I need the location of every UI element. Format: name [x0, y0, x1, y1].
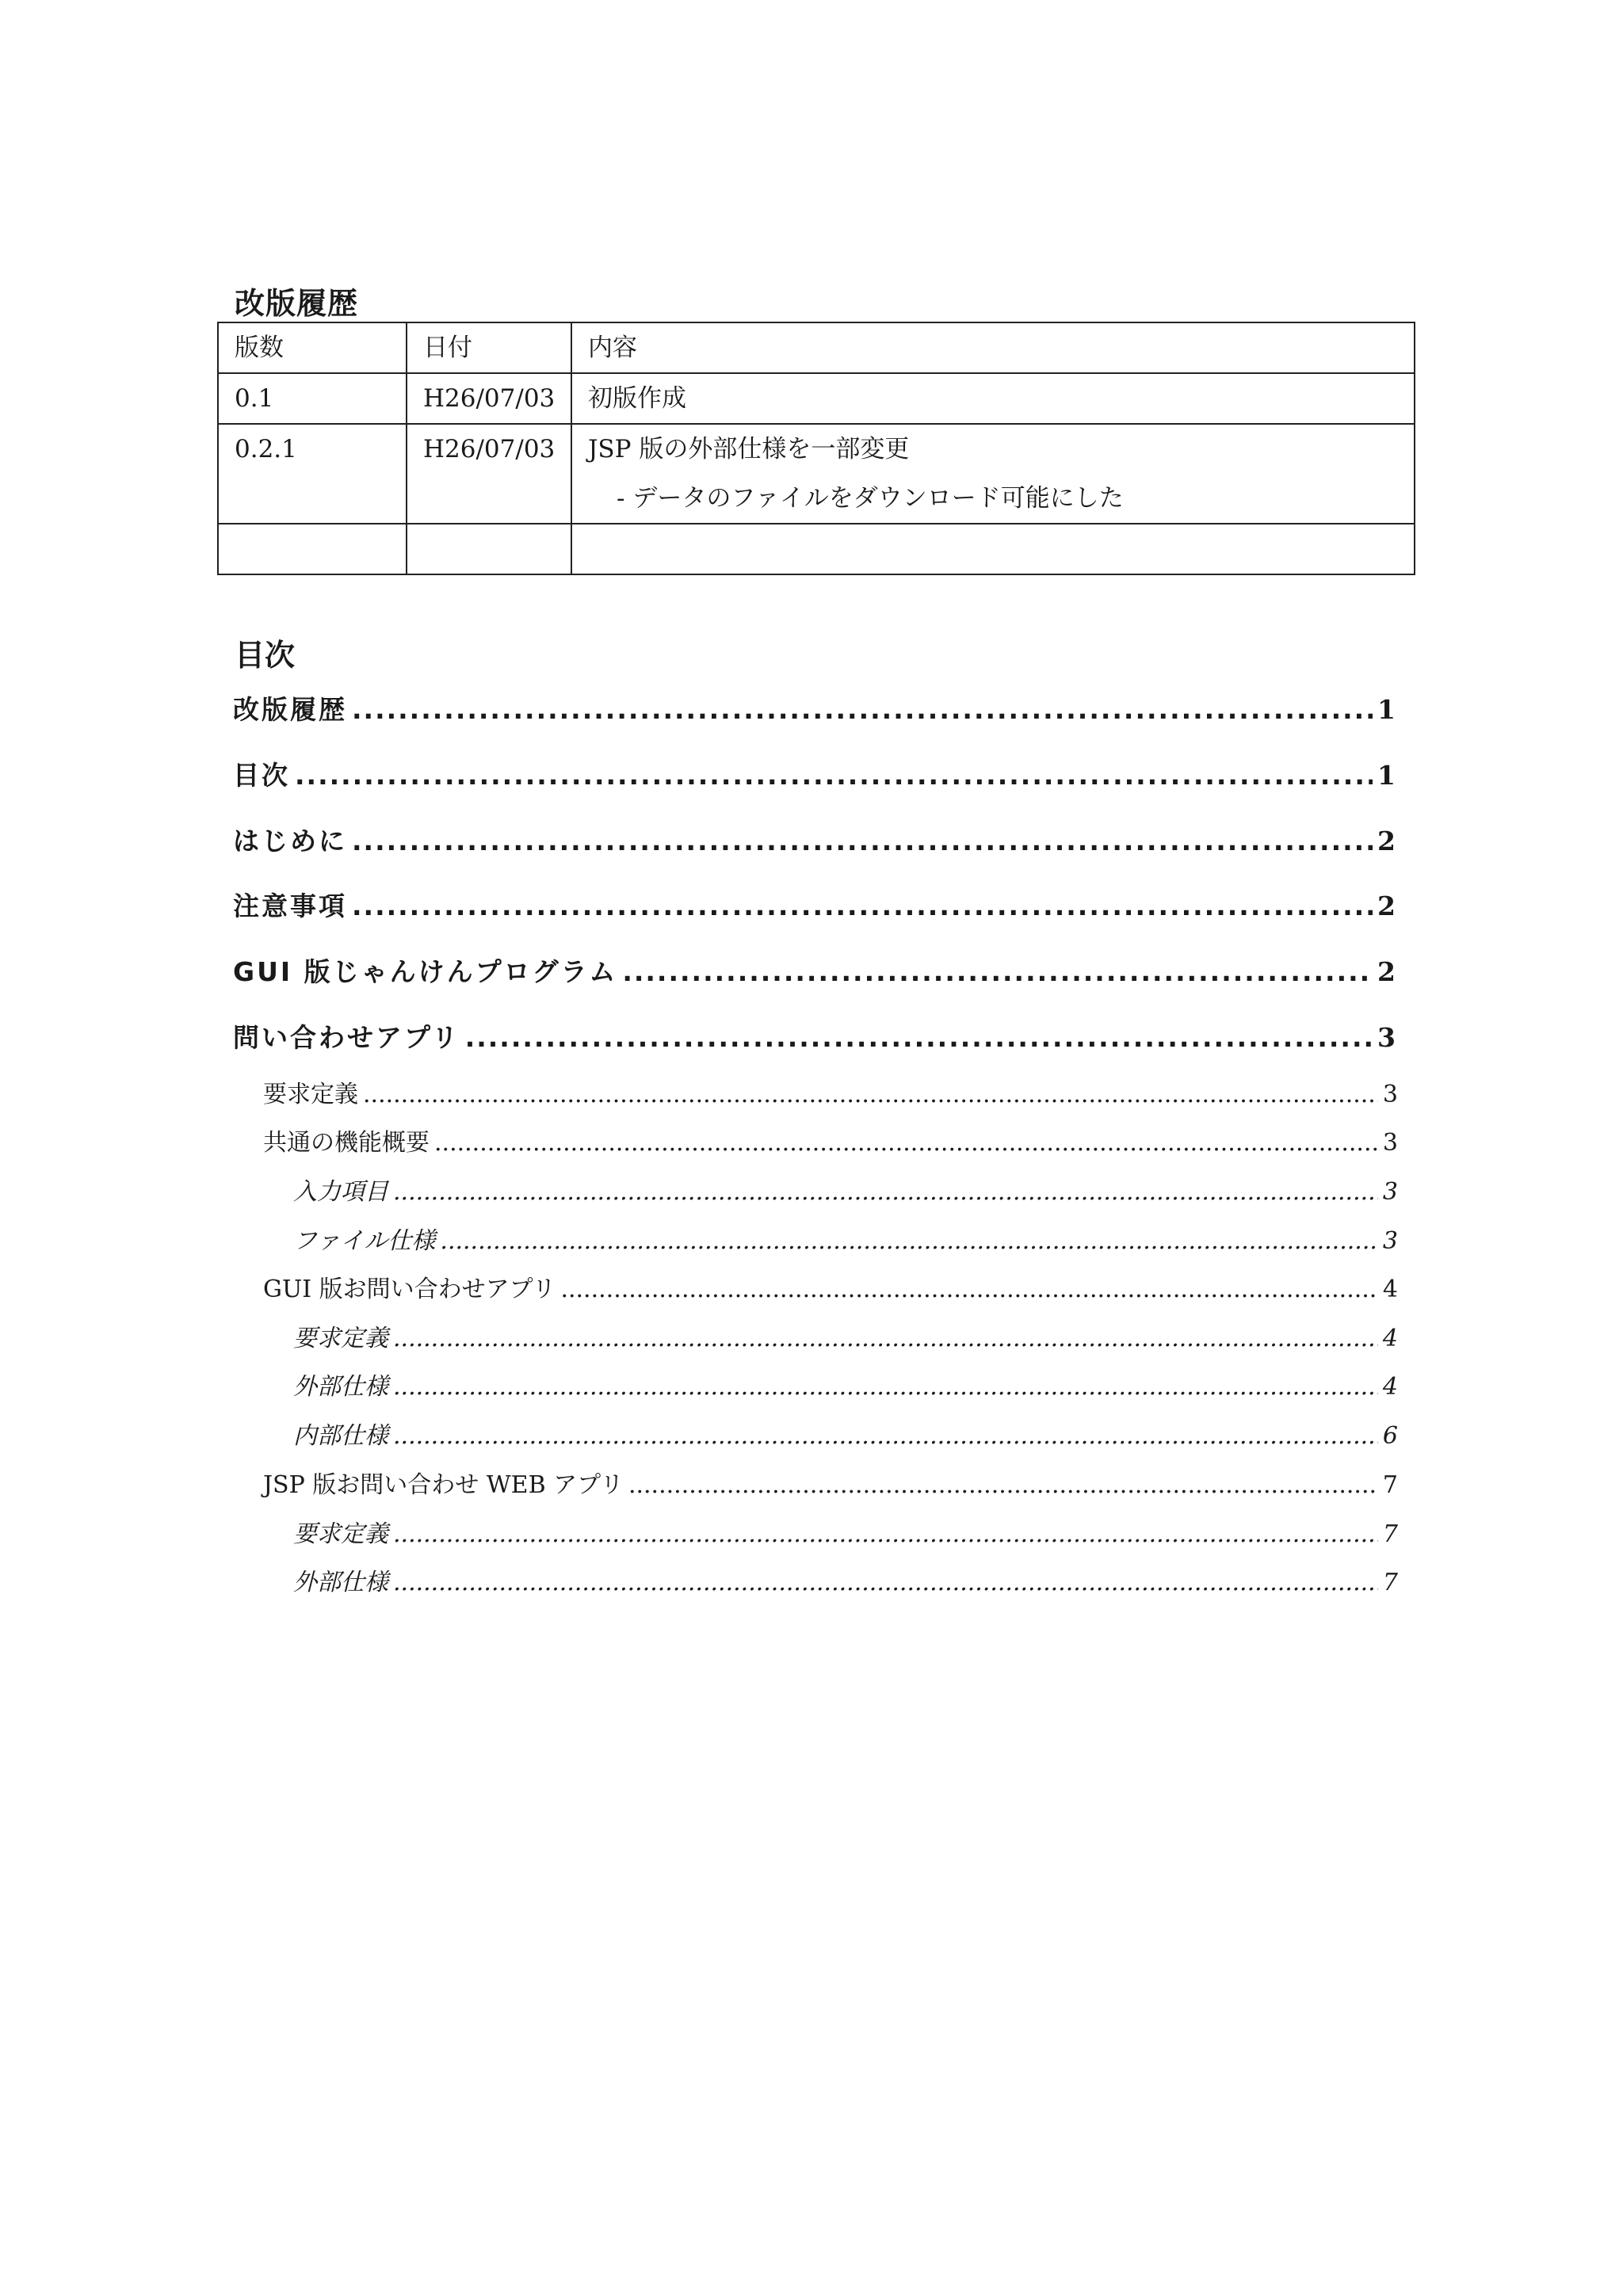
toc-entry-page: 7 [1382, 1569, 1398, 1596]
toc-dot-leader [465, 1022, 1373, 1053]
toc-entry-label: 要求定義 [293, 1325, 388, 1352]
toc-entry-page: 3 [1382, 1178, 1398, 1206]
toc-entry[interactable] [233, 1123, 1398, 1158]
toc-entry-page: 3 [1382, 1227, 1398, 1255]
toc-entry-label: 内部仕様 [293, 1422, 388, 1450]
row-date [407, 524, 571, 574]
row-content: 初版作成 [571, 373, 1415, 424]
toc-dot-leader [363, 1081, 1378, 1108]
toc-dot-leader [393, 1373, 1378, 1401]
toc-entry[interactable] [233, 1269, 1398, 1304]
toc-dot-leader [393, 1325, 1378, 1352]
toc-entry-label: 外部仕様 [293, 1373, 388, 1401]
toc-entry[interactable] [233, 1416, 1398, 1451]
toc-dot-leader [352, 826, 1373, 856]
toc-entry-page: 3 [1382, 1129, 1398, 1157]
toc-title: 目次 [235, 638, 296, 673]
table-row [218, 373, 1415, 424]
row-content [571, 524, 1415, 574]
toc-entry-label: 問い合わせアプリ [233, 1022, 460, 1053]
row-content: JSP 版の外部仕様を一部変更 [588, 435, 910, 463]
toc-dot-leader [352, 891, 1373, 921]
toc-entry[interactable] [233, 1465, 1398, 1500]
toc-entry-label: 入力項目 [293, 1178, 388, 1206]
toc-dot-leader [352, 694, 1373, 725]
toc-dot-leader [628, 1471, 1378, 1499]
toc-entry[interactable] [233, 1017, 1398, 1055]
toc-entry-page: 1 [1377, 694, 1398, 725]
toc-entry-page: 2 [1377, 891, 1398, 921]
toc-dot-leader [622, 956, 1373, 987]
toc-entry-page: 2 [1377, 826, 1398, 856]
toc-entry[interactable] [233, 1514, 1398, 1549]
toc-entry[interactable] [233, 952, 1398, 989]
table-row [218, 424, 1415, 524]
toc-entry-page: 6 [1382, 1422, 1398, 1450]
row-content-cell [571, 424, 1415, 524]
row-content-sub: - データのファイルをダウンロード可能にした [617, 484, 1124, 513]
toc-entry-label: 改版履歴 [233, 694, 347, 725]
toc-entry-label: 共通の機能概要 [263, 1129, 430, 1157]
toc-entry-page: 3 [1382, 1081, 1398, 1108]
toc-entry-label: はじめに [233, 826, 347, 856]
toc-entry[interactable] [233, 1172, 1398, 1207]
row-date: H26/07/03 [407, 424, 571, 524]
toc-dot-leader [560, 1276, 1377, 1303]
header-date: 日付 [407, 322, 571, 373]
toc-entry[interactable] [233, 689, 1398, 727]
toc-dot-leader [440, 1227, 1378, 1255]
toc-dot-leader [393, 1520, 1378, 1548]
toc-entry-page: 4 [1382, 1325, 1398, 1352]
toc-entry-label: GUI 版じゃんけんプログラム [233, 956, 618, 987]
header-version: 版数 [218, 322, 407, 373]
toc-entry-page: 4 [1382, 1276, 1398, 1303]
toc-entry-label: 注意事項 [233, 891, 347, 921]
row-version [218, 524, 407, 574]
toc-entry-label: 要求定義 [263, 1081, 358, 1108]
toc-entry[interactable] [233, 821, 1398, 858]
toc-entry[interactable] [233, 1221, 1398, 1256]
toc-entry[interactable] [233, 1318, 1398, 1353]
revision-history-table [217, 322, 1415, 575]
toc-entry-page: 2 [1377, 956, 1398, 987]
table-row [218, 524, 1415, 574]
toc-entry[interactable] [233, 1367, 1398, 1402]
toc-entry[interactable] [233, 755, 1398, 792]
row-date: H26/07/03 [407, 373, 571, 424]
toc-entry-page: 4 [1382, 1373, 1398, 1401]
toc-entry-page: 1 [1377, 760, 1398, 791]
toc-entry-page: 3 [1377, 1022, 1398, 1053]
toc-entry[interactable] [233, 886, 1398, 923]
toc-entry-label: 目次 [233, 760, 290, 791]
toc-entry-page: 7 [1382, 1520, 1398, 1548]
toc-entry-label: 要求定義 [293, 1520, 388, 1548]
table-header-row [218, 322, 1415, 373]
toc-dot-leader [393, 1422, 1378, 1450]
toc-dot-leader [434, 1129, 1378, 1157]
revision-history-title: 改版履歴 [235, 286, 359, 321]
toc-entry-label: 外部仕様 [293, 1569, 388, 1596]
row-version: 0.1 [218, 373, 407, 424]
toc-dot-leader [393, 1178, 1378, 1206]
row-version: 0.2.1 [218, 424, 407, 524]
toc-entry-label: GUI 版お問い合わせアプリ [263, 1276, 556, 1303]
toc-entry[interactable] [233, 1562, 1398, 1597]
toc-entry-label: JSP 版お問い合わせ WEB アプリ [263, 1471, 624, 1499]
toc-entry[interactable] [233, 1074, 1398, 1109]
header-content: 内容 [571, 322, 1415, 373]
toc-entry-label: ファイル仕様 [293, 1227, 436, 1255]
toc-dot-leader [393, 1569, 1378, 1596]
toc-entry-page: 7 [1382, 1471, 1398, 1499]
toc-dot-leader [295, 760, 1373, 791]
